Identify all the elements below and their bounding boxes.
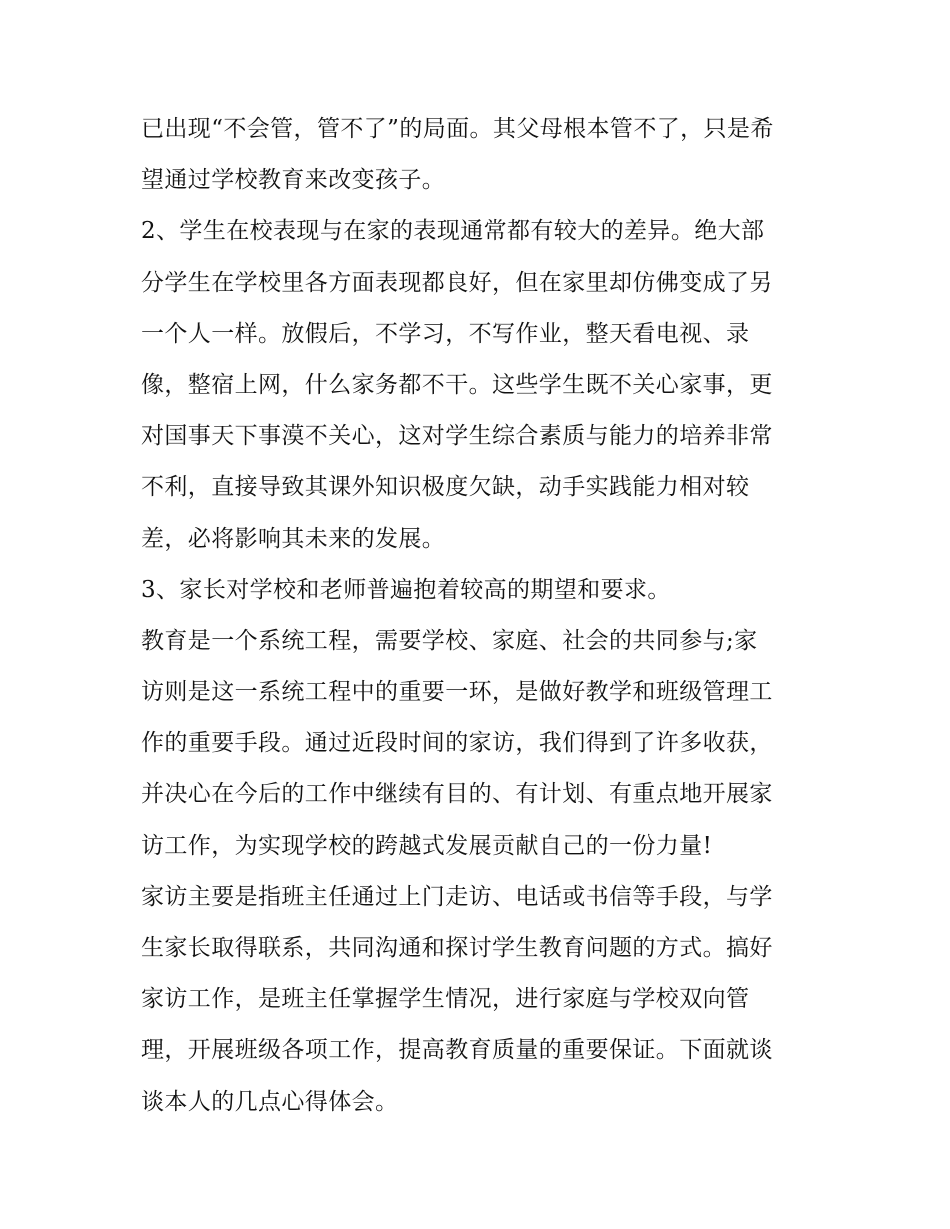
- text-line: 2、学生在校表现与在家的表现通常都有较大的差异。绝大部: [141, 218, 765, 245]
- text-line: 像，整宿上网，什么家务都不干。这些学生既不关心家事，更: [141, 371, 773, 398]
- text-line: 不利，直接导致其课外知识极度欠缺，动手实践能力相对较: [141, 474, 750, 501]
- text-line: 3、家长对学校和老师普遍抱着较高的期望和要求。: [141, 576, 671, 603]
- text-line: 一个人一样。放假后，不学习，不写作业，整天看电视、录: [141, 320, 750, 347]
- text-line: 分学生在学校里各方面表现都良好，但在家里却仿佛变成了另: [141, 269, 773, 296]
- document-body: [141, 104, 821, 1128]
- text-line: 已出现“不会管，管不了”的局面。其父母根本管不了，只是希: [141, 116, 774, 142]
- text-line: 对国事天下事漠不关心，这对学生综合素质与能力的培养非常: [141, 423, 773, 450]
- text-line: 并决心在今后的工作中继续有目的、有计划、有重点地开展家: [141, 781, 773, 808]
- text-line: 谈本人的几点心得体会。: [141, 1088, 399, 1115]
- text-line: 作的重要手段。通过近段时间的家访，我们得到了许多收获，: [141, 730, 773, 757]
- text-line: 差，必将影响其未来的发展。: [141, 525, 446, 552]
- text-line: 访则是这一系统工程中的重要一环，是做好教学和班级管理工: [141, 679, 773, 706]
- text-line: 教育是一个系统工程，需要学校、家庭、社会的共同参与;家: [141, 627, 758, 654]
- text-line: 望通过学校教育来改变孩子。: [141, 167, 446, 194]
- text-line: 生家长取得联系，共同沟通和探讨学生教育问题的方式。搞好: [141, 935, 773, 961]
- text-line: 理，开展班级各项工作，提高教育质量的重要保证。下面就谈: [141, 1037, 773, 1064]
- text-line: 家访工作，是班主任掌握学生情况，进行家庭与学校双向管: [141, 986, 750, 1013]
- text-line: 家访主要是指班主任通过上门走访、电话或书信等手段，与学: [141, 883, 773, 910]
- text-line: 访工作，为实现学校的跨越式发展贡献自己的一份力量!: [141, 832, 713, 859]
